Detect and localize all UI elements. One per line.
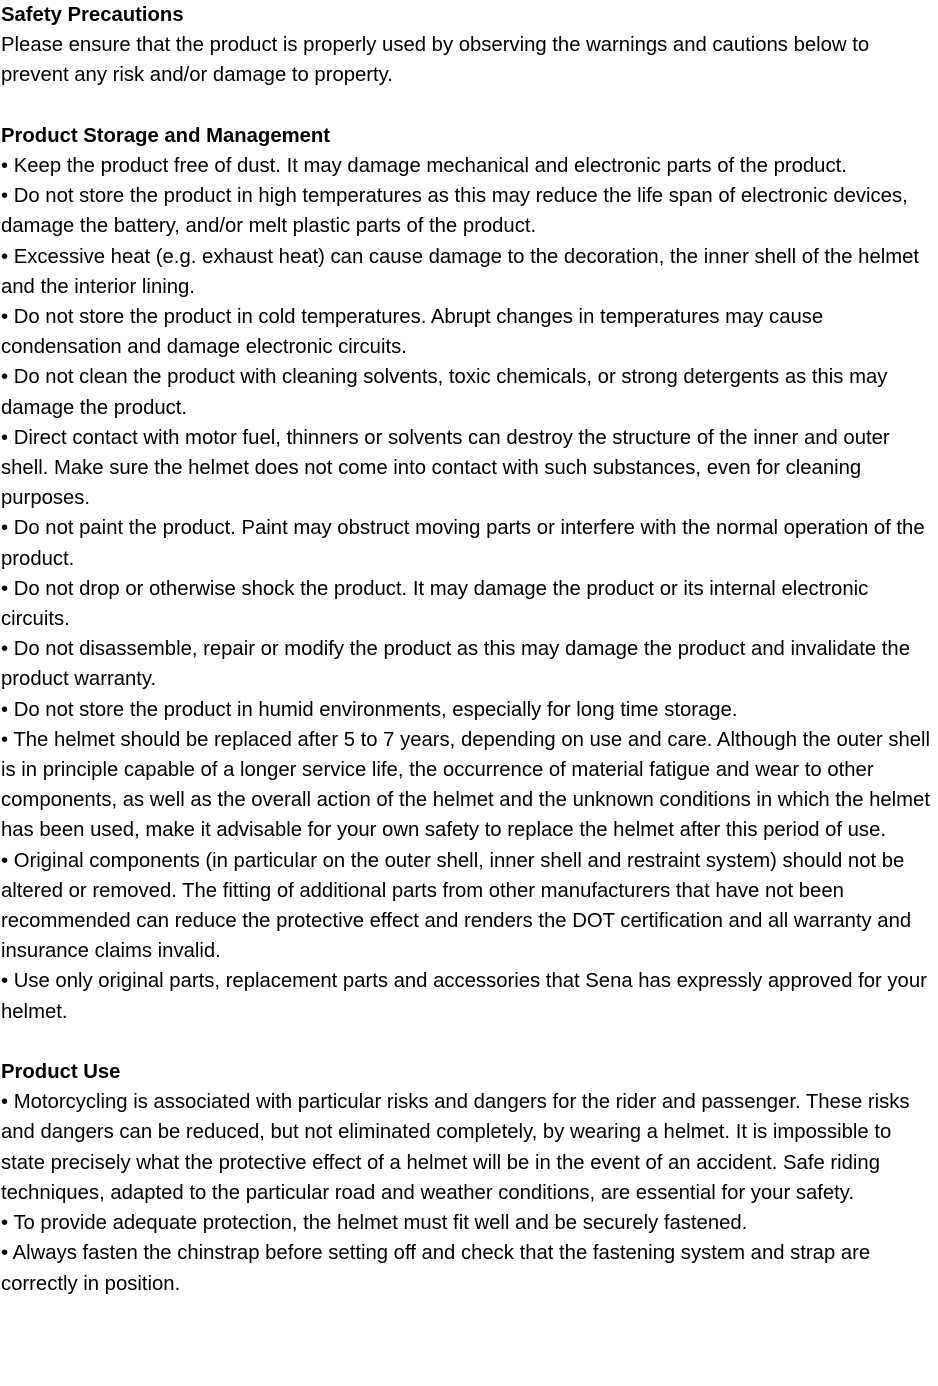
list-item: • Always fasten the chinstrap before setting off and check that the fastening system and strap are correctly in position. [1, 1242, 871, 1295]
list-item: • Do not store the product in cold temperatures. Abrupt changes in temperatures may cause condensation and damage electronic circuits. [1, 306, 824, 359]
list-item: • Use only original parts, replacement parts and accessories that Sena has expressly approved for your helmet. [1, 970, 927, 1023]
list-item: • Original components (in particular on the outer shell, inner shell and restraint system) should not be altered or removed. The fitting of additional parts from other manufacturers that have not been recommended can reduce the protective effect and renders the DOT certification and all warranty and insurance claims invalid. [1, 849, 912, 963]
list-item: • Do not drop or otherwise shock the product. It may damage the product or its internal electronic circuits. [1, 577, 869, 631]
list-item: • Keep the product free of dust. It may damage mechanical and electronic parts of the product. [1, 155, 847, 177]
list-item: • To provide adequate protection, the helmet must fit well and be securely fastened. [1, 1212, 748, 1235]
list-item: • Do not disassemble, repair or modify the product as this may damage the product and invalidate the product warranty. [1, 638, 910, 691]
list-item: • The helmet should be replaced after 5 to 7 years, depending on use and care. Although the outer shell is in principle capable of a longer service life, the occurrence of material fatigue and wear to other components, as well as the overall action of the helmet and the unknown conditions in which the helmet has been used, make it advisable for your own safety to replace the helmet after this period of use. [1, 728, 931, 842]
spacer [1, 91, 938, 121]
storage-heading: Product Storage and Management [1, 124, 331, 147]
list-item: • Do not clean the product with cleaning solvents, toxic chemicals, or strong detergents as this may damage the product. [1, 366, 888, 419]
use-list [1, 1087, 938, 1298]
intro-paragraph: Please ensure that the product is properly used by observing the warnings and cautions below to prevent any risk and/or damage to property. [1, 34, 870, 87]
use-heading: Product Use [1, 1061, 121, 1084]
list-item: • Do not paint the product. Paint may obstruct moving parts or interfere with the normal operation of the product. [1, 517, 925, 570]
list-item: • Do not store the product in high temperatures as this may reduce the life span of electronic devices, damage the battery, and/or melt plastic parts of the product. [1, 185, 908, 238]
page-title: Safety Precautions [1, 4, 184, 26]
list-item: • Motorcycling is associated with particular risks and dangers for the rider and passenger. These risks and dangers can be reduced, but not eliminated completely, by wearing a helmet. It is impossible to state precisely what the protective effect of a helmet will be in the event of an accident. Safe riding techniques, adapted to the particular road and weather conditions, are essential for your safety. [1, 1091, 910, 1204]
storage-list [1, 151, 938, 1027]
list-item: • Excessive heat (e.g. exhaust heat) can cause damage to the decoration, the inner shell of the helmet and the interior lining. [1, 245, 920, 298]
spacer [1, 1027, 938, 1057]
list-item: • Do not store the product in humid environments, especially for long time storage. [1, 698, 738, 721]
list-item: • Direct contact with motor fuel, thinners or solvents can destroy the structure of the inner and outer shell. Make sure the helmet does not come into contact with such substances, even for cleaning purposes. [1, 426, 890, 510]
